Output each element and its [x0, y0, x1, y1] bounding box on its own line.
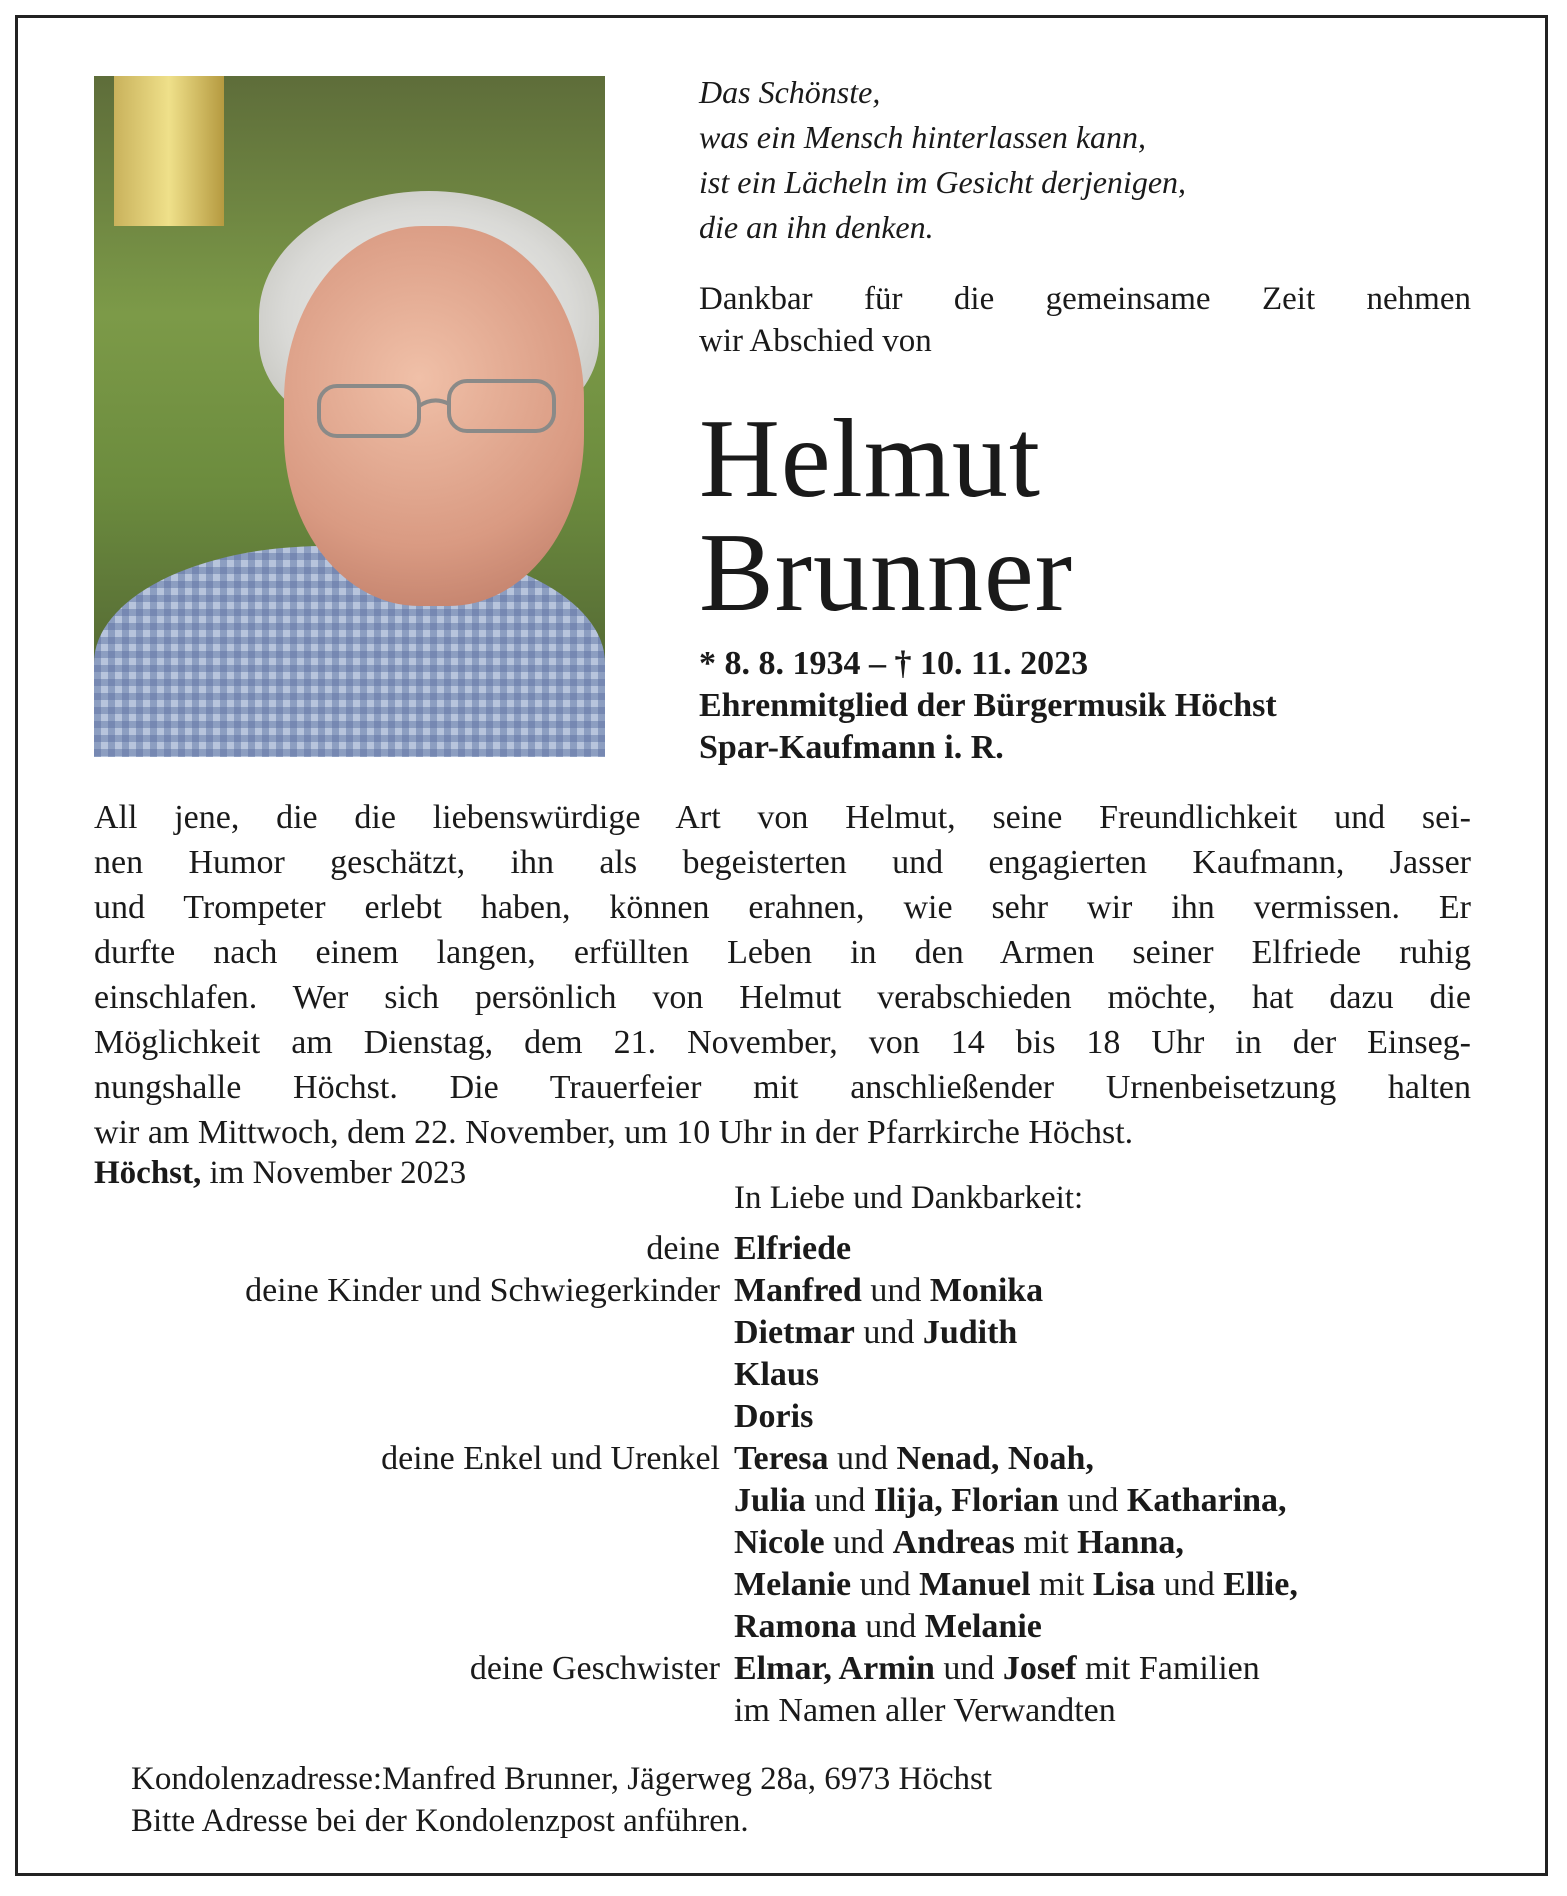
mourner-row — [0, 1270, 1567, 1312]
mourner-name: Judith — [922, 1314, 1018, 1351]
quote-line: die an ihn denken. — [699, 209, 934, 245]
relation-label: deine Geschwister — [469, 1650, 720, 1687]
quote-line: Das Schönste, — [699, 74, 881, 110]
mourner-name: Katharina, — [1126, 1482, 1287, 1519]
mourner-row — [0, 1354, 1567, 1396]
mourner-name: Dietmar — [734, 1314, 855, 1351]
connector-text: und — [856, 1608, 925, 1645]
mourner-name: Hanna, — [1077, 1524, 1184, 1561]
connector-text: und — [1155, 1566, 1224, 1603]
quote-line: was ein Mensch hinterlassen kann, — [699, 119, 1147, 155]
photo-background-pillar — [114, 76, 224, 226]
place-month: im November 2023 — [209, 1155, 467, 1191]
text-line: durfte nach einem langen, erfüllten Leben in den Armen seiner Elfriede ruhig — [94, 934, 1471, 971]
mourner-name: Ilija, Florian — [873, 1482, 1059, 1519]
connector-text: im Namen aller Verwandten — [734, 1692, 1116, 1729]
mourner-names — [734, 1690, 1116, 1732]
connector-text: und — [861, 1272, 930, 1309]
connector-text: und — [1058, 1482, 1127, 1519]
connector-text: mit — [1030, 1566, 1093, 1603]
mourner-names — [734, 1270, 1043, 1312]
mourner-names — [734, 1606, 1042, 1648]
mourner-row — [0, 1564, 1567, 1606]
mourner-row — [0, 1648, 1567, 1690]
text-line: All jene, die die liebenswürdige Art von Helmut, seine Freundlichkeit und sei- — [94, 799, 1471, 836]
mourner-name: Elfriede — [734, 1230, 852, 1267]
last-name: Brunner — [699, 511, 1074, 635]
mourner-name: Klaus — [734, 1356, 820, 1393]
mourner-names — [734, 1480, 1287, 1522]
condolence-note: Bitte Adresse bei der Kondolenzpost anführen. — [131, 1803, 749, 1839]
connector-text: und — [828, 1440, 897, 1477]
intro-line: wir Abschied von — [699, 323, 932, 359]
mourner-names — [734, 1228, 851, 1270]
connector-text: und — [824, 1524, 893, 1561]
connector-text: und — [854, 1314, 923, 1351]
mourner-name: Doris — [734, 1398, 814, 1435]
mourner-names — [734, 1564, 1298, 1606]
mourner-name: Julia — [734, 1482, 806, 1519]
text-line: nungshalle Höchst. Die Trauerfeier mit anschließender Urnenbeisetzung halten — [94, 1069, 1471, 1106]
life-dates: * 8. 8. 1934 – † 10. 11. 2023 — [699, 645, 1089, 682]
mourner-name: Melanie — [734, 1566, 852, 1603]
life-facts — [699, 643, 1277, 769]
mourner-name: Ramona — [734, 1608, 857, 1645]
mourner-row — [0, 1606, 1567, 1648]
relation-label: deine Enkel und Urenkel — [381, 1440, 720, 1477]
mourner-row — [0, 1690, 1567, 1732]
mourner-name: Elmar, Armin — [734, 1650, 935, 1687]
mourner-names — [734, 1648, 1260, 1690]
relation-label: deine Kinder und Schwiegerkinder — [245, 1272, 720, 1309]
mourner-name: Melanie — [924, 1608, 1042, 1645]
mourner-name: Josef — [1002, 1650, 1077, 1687]
text-line: nen Humor geschätzt, ihn als begeisterten und engagierten Kaufmann, Jasser — [94, 844, 1471, 881]
mourner-name: Manuel — [919, 1566, 1031, 1603]
greeting: In Liebe und Dankbarkeit: — [734, 1180, 1084, 1216]
quote-line: ist ein Lächeln im Gesicht derjenigen, — [699, 164, 1187, 200]
condolence-address-line: Kondolenzadresse:Manfred Brunner, Jägerweg 28a, 6973 Höchst — [131, 1761, 992, 1797]
mourner-row — [0, 1396, 1567, 1438]
connector-text: und — [805, 1482, 874, 1519]
text-line: und Trompeter erlebt haben, können erahnen, wie sehr wir ihn vermissen. Er — [94, 889, 1471, 926]
portrait-photo — [94, 76, 605, 757]
mourner-row — [0, 1312, 1567, 1354]
first-name: Helmut — [699, 397, 1041, 521]
mourner-names — [734, 1522, 1184, 1564]
mourner-name: Monika — [929, 1272, 1044, 1309]
text-line: wir am Mittwoch, dem 22. November, um 10 Uhr in der Pfarrkirche Höchst. — [94, 1114, 1134, 1151]
mourner-name: Lisa — [1092, 1566, 1156, 1603]
mourner-name: Teresa — [734, 1440, 829, 1477]
place-date — [94, 1155, 466, 1192]
mourner-name: Ellie, — [1223, 1566, 1298, 1603]
mourners-list — [0, 1228, 1567, 1732]
mourner-row — [0, 1228, 1567, 1270]
text-line: einschlafen. Wer sich persönlich von Helmut verabschieden möchte, hat dazu die — [94, 979, 1471, 1016]
mourner-names — [734, 1396, 813, 1438]
mourner-row — [0, 1480, 1567, 1522]
connector-text: und — [851, 1566, 920, 1603]
mourner-name: Manfred — [734, 1272, 862, 1309]
connector-text: und — [934, 1650, 1003, 1687]
obituary-text — [94, 795, 1471, 1155]
mourner-names — [734, 1354, 819, 1396]
condolence-address — [131, 1758, 992, 1842]
mourner-names — [734, 1312, 1017, 1354]
mourner-name: Nicole — [734, 1524, 825, 1561]
glasses-icon — [309, 376, 569, 446]
connector-text: mit Familien — [1076, 1650, 1260, 1687]
place-town: Höchst, — [94, 1155, 202, 1191]
mourner-name: Andreas — [892, 1524, 1015, 1561]
mourner-row — [0, 1522, 1567, 1564]
mourner-name: Nenad, Noah, — [896, 1440, 1094, 1477]
mourner-row — [0, 1438, 1567, 1480]
mourner-names — [734, 1438, 1094, 1480]
intro-text — [699, 278, 1471, 362]
relation-label: deine — [646, 1230, 720, 1267]
intro-line: Dankbar für die gemeinsame Zeit nehmen — [699, 281, 1471, 317]
memorial-quote — [699, 70, 1186, 250]
text-line: Möglichkeit am Dienstag, dem 21. November, von 14 bis 18 Uhr in der Einseg- — [94, 1024, 1471, 1061]
profession: Spar-Kaufmann i. R. — [699, 729, 1004, 766]
honorary-title: Ehrenmitglied der Bürgermusik Höchst — [699, 687, 1277, 724]
deceased-name — [699, 397, 1074, 635]
connector-text: mit — [1014, 1524, 1078, 1561]
